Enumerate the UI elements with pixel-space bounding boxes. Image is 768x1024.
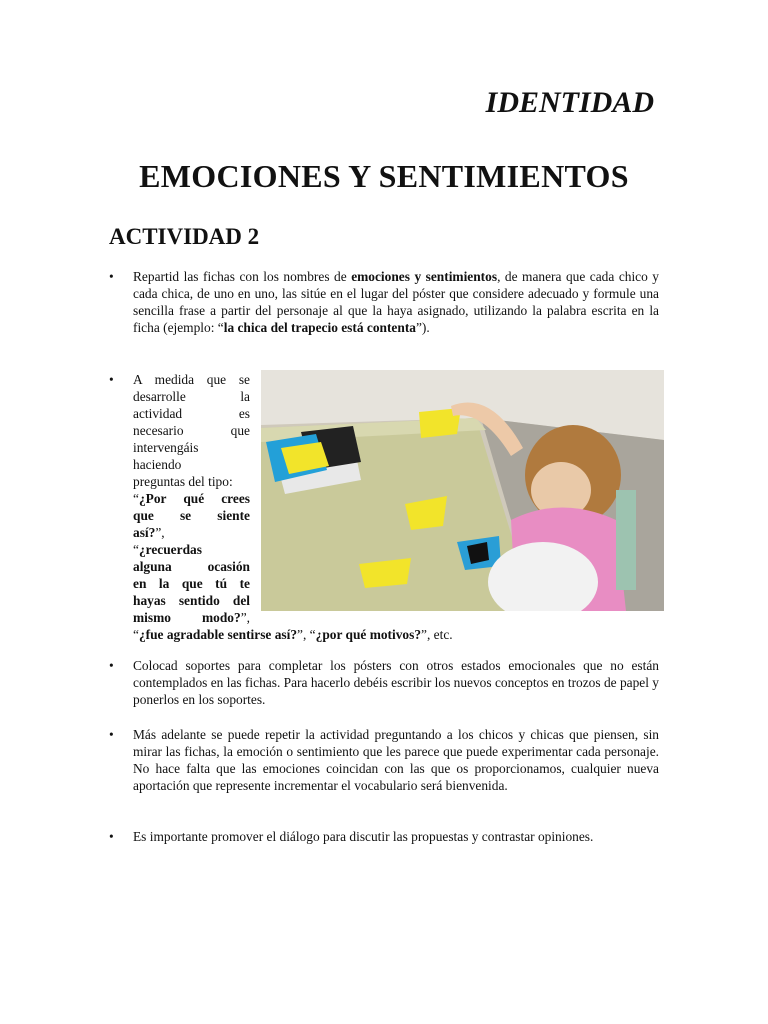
text-line: alguna ocasión — [133, 559, 250, 574]
text-line: intervengáis — [133, 440, 199, 455]
activity-title: ACTIVIDAD 2 — [109, 224, 260, 249]
text: ”). — [415, 320, 430, 335]
bullet-icon: • — [109, 727, 114, 742]
text-line: A medida que se — [133, 372, 250, 387]
bold-text: así? — [133, 525, 156, 540]
text: , de manera que cada chico y cada chica, de uno en uno, las sitúe en el lugar del póster que considere adecuado y formule una sencilla frase a partir del personaje al que la haya asignado, utilizando la palabra escrita en la ficha (ejemplo: “ — [133, 269, 660, 335]
quote: ”, “ — [297, 627, 316, 642]
quote: “ — [133, 542, 139, 557]
text: Repartid las fichas con los nombres de — [133, 269, 352, 284]
wrapped-text — [133, 371, 250, 626]
bold-text: mismo modo? — [133, 610, 241, 625]
list-item — [109, 657, 659, 708]
text-line: preguntas del tipo: — [133, 474, 233, 489]
text-line: que se siente — [133, 508, 250, 523]
bold-text: ¿Por qué crees — [138, 491, 250, 506]
bullet-icon: • — [109, 372, 114, 387]
bullet-icon: • — [109, 829, 114, 844]
quote: “ — [133, 491, 139, 506]
list-item — [109, 828, 659, 845]
paragraph: Más adelante se puede repetir la actividad preguntando a los chicos y chicas que piensen, sin mirar las fichas, la emoción o sentimiento que les parece que puede experimentar cada personaje. No hace falta que las emociones coincidan con las que os proporcionamos, cualquier nueva aportación que represente incrementar el vocabulario será bienvenida. — [133, 727, 659, 793]
section-title: EMOCIONES Y SENTIMIENTOS — [139, 158, 629, 194]
text-line: desarrolle la — [133, 389, 250, 404]
text-line: actividad es — [133, 406, 250, 421]
bold-text: ¿por qué motivos? — [315, 627, 422, 642]
bold-text: la chica del trapecio está contenta — [223, 320, 416, 335]
page-title: IDENTIDAD — [485, 86, 654, 119]
quote: “ — [133, 627, 139, 642]
text-line — [133, 524, 250, 541]
text-line — [133, 490, 250, 507]
text: ”, etc. — [421, 627, 453, 642]
list-item — [109, 268, 659, 336]
bold-text: ¿recuerdas — [138, 542, 202, 557]
bold-text: ¿fue agradable sentirse así? — [138, 627, 298, 642]
paragraph — [133, 268, 659, 336]
quote: ”, — [240, 610, 250, 625]
text-line — [133, 609, 250, 626]
activity-photo — [261, 370, 664, 611]
paragraph: Es importante promover el diálogo para discutir las propuestas y contrastar opiniones. — [133, 829, 594, 844]
quote: ”, — [155, 525, 165, 540]
text-line: hayas sentido del — [133, 593, 250, 608]
list-item — [109, 726, 659, 794]
bold-text: emociones y sentimientos — [351, 269, 498, 284]
paragraph: Colocad soportes para completar los pósters con otros estados emocionales que no están contemplados en las fichas. Para hacerlo debéis escribir los nuevos conceptos en trozos de papel y ponerlos en los soportes. — [133, 658, 659, 707]
text-line: haciendo — [133, 457, 182, 472]
text-line — [133, 541, 250, 558]
bullet-icon: • — [109, 269, 114, 284]
bullet-icon: • — [109, 658, 114, 673]
text-line: necesario que — [133, 423, 250, 438]
text-line: en la que tú te — [133, 576, 250, 591]
paragraph-last-line — [133, 626, 659, 643]
photo-illustration — [261, 370, 664, 611]
